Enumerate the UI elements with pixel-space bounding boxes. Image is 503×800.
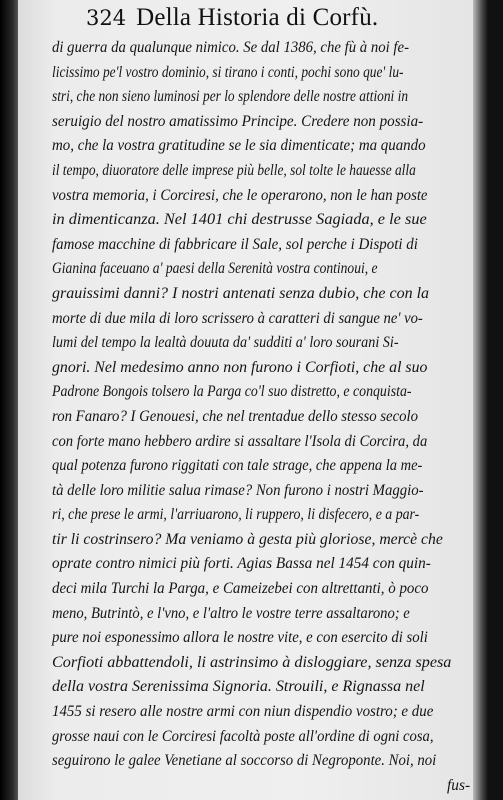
book-page xyxy=(18,0,488,800)
running-title: Della Historia di Corfù. xyxy=(136,4,379,31)
text-line: seguirono le galee Venetiane al soccorso di Negroponte. Noi, noi xyxy=(52,752,437,770)
text-line: ri, che prese le armi, l'arriuarono, li ruppero, li disfecero, e a par- xyxy=(52,506,420,524)
page-header xyxy=(86,4,378,34)
text-line: Corfioti abbattendoli, li astrinsimo à disloggiare, senza spesa xyxy=(52,653,452,671)
text-line: Gianina faceuano a' paesi della Serenità vostra continoui, e xyxy=(52,260,378,278)
text-line: pure noi esponessimo allora le nostre vite, e con esercito di soli xyxy=(52,629,428,647)
text-line: tir li costrinsero? Ma veniamo à gesta più gloriose, mercè che xyxy=(52,530,443,548)
text-line: licissimo pe'l vostro dominio, si tirano i conti, pochi sono que' lu- xyxy=(52,63,404,81)
page-edge-shadow xyxy=(473,0,488,800)
text-line: in dimenticanza. Nel 1401 chi destrusse Sagiada, e le sue xyxy=(52,211,427,229)
text-line: morte di due mila di loro scrissero à caratteri di sangue ne' vo- xyxy=(52,309,423,327)
text-line: tà delle loro militie salua rimase? Non furono i nostri Maggio- xyxy=(52,481,424,499)
text-line: con forte mano hebbero ardire si assaltare l'Isola di Corcira, da xyxy=(52,432,428,450)
body-text xyxy=(52,36,488,798)
text-line: meno, Butrintò, e l'vno, e l'altro le vostre terre assaltarono; e xyxy=(52,604,410,622)
text-line: ron Fanaro? I Genouesi, che nel trentadue dello stesso secolo xyxy=(52,407,419,425)
text-line: fus- xyxy=(447,776,471,794)
text-line: gnori. Nel medesimo anno non furono i Corfioti, che al suo xyxy=(52,358,428,376)
text-line: qual potenza furono riggitati con tale strage, che appena la me- xyxy=(52,457,423,475)
text-line: mo, che la vostra gratitudine se le sia dimenticate; ma quando xyxy=(52,137,426,155)
text-line: della vostra Serenissima Signoria. Strouili, e Rignassa nel xyxy=(52,678,425,696)
text-line: oprate contro nimici più forti. Agias Bassa nel 1454 con quin- xyxy=(52,555,431,573)
text-line: grosse naui con le Corciresi facoltà poste all'ordine di ogni cosa, xyxy=(52,727,434,745)
text-line: deci mila Turchi la Parga, e Cameizebei con altrettanti, ò poco xyxy=(52,580,429,598)
book-gutter-shadow xyxy=(0,0,18,800)
text-line: seruigio del nostro amatissimo Principe. Credere non possia- xyxy=(52,112,424,130)
text-line: lumi del tempo la lealtà douuta da' sudditi a' loro sourani Si- xyxy=(52,334,399,352)
text-line: il tempo, diuoratore delle imprese più belle, sol tolte le hauesse alla xyxy=(52,161,416,179)
text-line: Padrone Bongois tolsero la Parga co'l suo distretto, e conquista- xyxy=(52,383,412,401)
text-line: 1455 si resero alle nostre armi con niun dispendio vostro; e due xyxy=(52,703,434,721)
text-line: grauissimi danni? I nostri antenati senza dubio, che con la xyxy=(52,284,430,302)
page-number: 324 xyxy=(86,6,127,30)
text-line: famose macchine di fabbricare il Sale, sol perche i Dispoti di xyxy=(52,235,418,253)
text-line: di guerra da qualunque nimico. Se dal 1386, che fù à noi fe- xyxy=(52,39,410,56)
text-line: vostra memoria, i Corciresi, che le operarono, non le han poste xyxy=(52,186,428,204)
text-line: stri, che non sieno luminosi per lo splendore delle nostre attioni in xyxy=(52,88,409,106)
